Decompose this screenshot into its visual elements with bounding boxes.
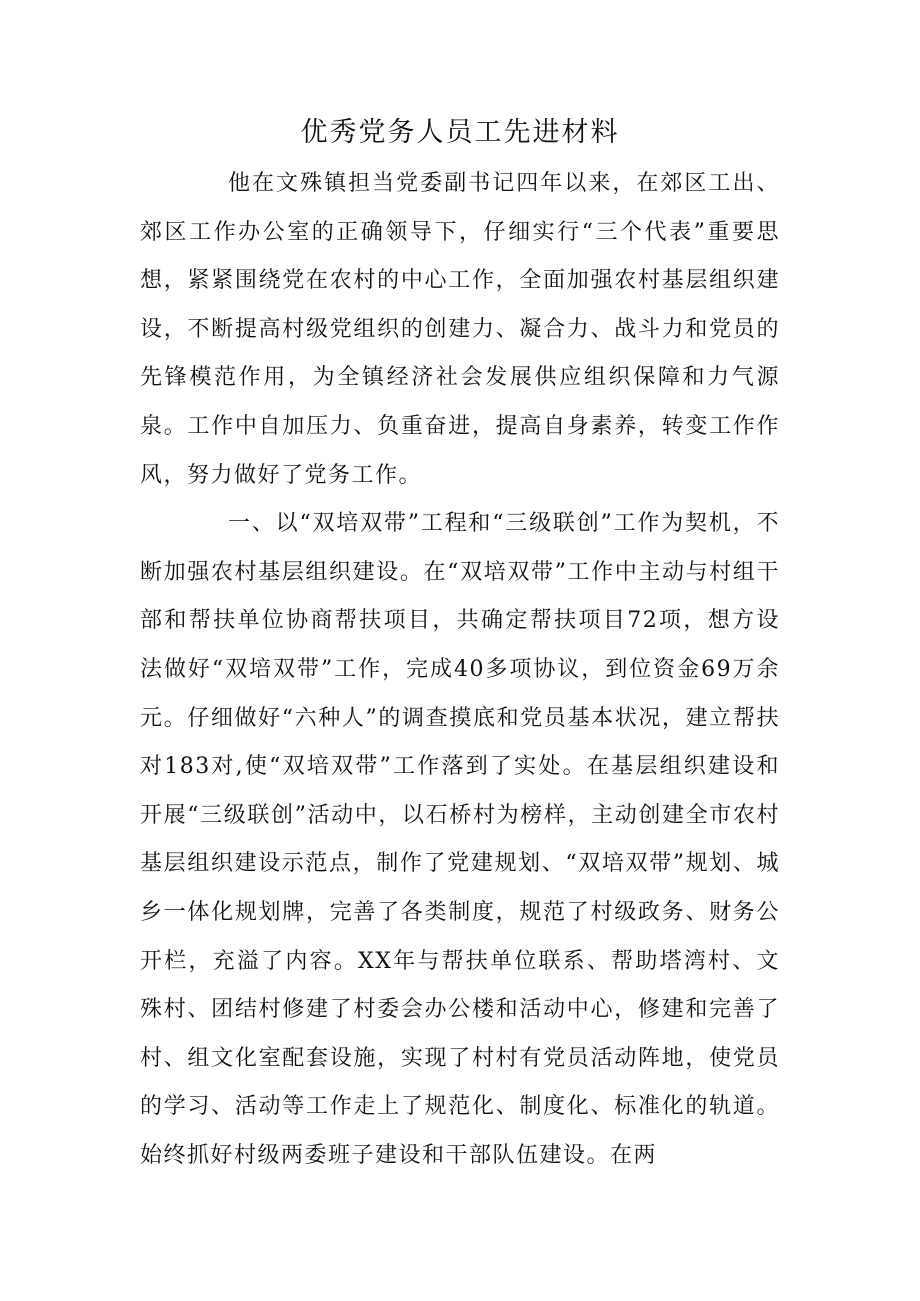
paragraph-section-one: 一、以“双培双带”工程和“三级联创”工作为契机，不断加强农村基层组织建设。在“双培双带”工作中主动与村组干部和帮扶单位协商帮扶项目，共确定帮扶项目72项，想方设法做好“双培双带”工作，完成40多项协议，到位资金69万余元。仔细做好“六种人”的调查摸底和党员基本状况，建立帮扶对183对,使“双培双带”工作落到了实处。在基层组织建设和开展“三级联创”活动中，以石桥村为榜样，主动创建全市农村基层组织建设示范点，制作了党建规划、“双培双带”规划、城乡一体化规划牌，完善了各类制度，规范了村级政务、财务公开栏，充溢了内容。XX年与帮扶单位联系、帮助塔湾村、文殊村、团结村修建了村委会办公楼和活动中心，修建和完善了村、组文化室配套设施，实现了村村有党员活动阵地，使党员的学习、活动等工作走上了规范化、制度化、标准化的轨道。始终抓好村级两委班子建设和干部队伍建设。在两 (140, 511, 780, 1168)
document-title: 优秀党务人员工先进材料 (300, 117, 620, 148)
document-body (140, 160, 780, 1180)
paragraph-intro: 他在文殊镇担当党委副书记四年以来，在郊区工出、郊区工作办公室的正确领导下，仔细实行“三个代表”重要思想，紧紧围绕党在农村的中心工作，全面加强农村基层组织建设，不断提高村级党组织的创建力、凝合力、战斗力和党员的先锋模范作用，为全镇经济社会发展供应组织保障和力气源泉。工作中自加压力、负重奋进，提高自身素养，转变工作作风，努力做好了党务工作。 (140, 171, 780, 488)
